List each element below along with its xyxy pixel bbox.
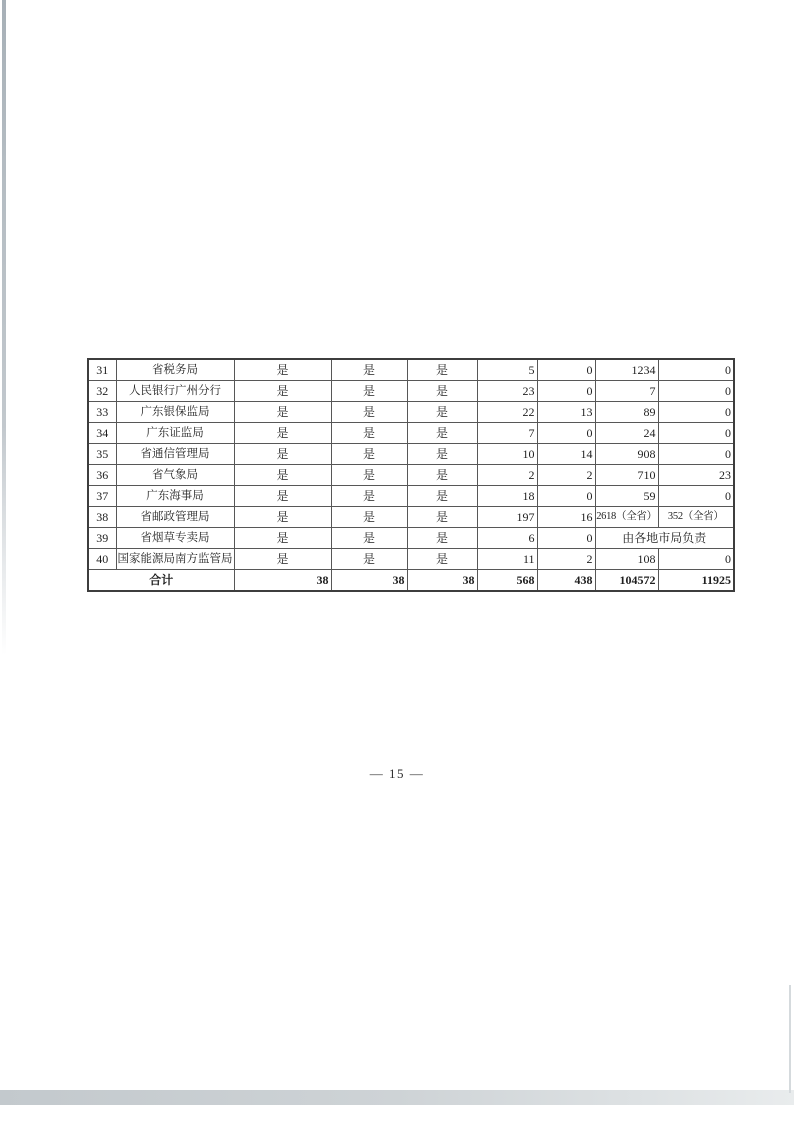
value-cell: 7 xyxy=(595,381,658,402)
value-cell: 710 xyxy=(595,465,658,486)
value-cell: 352（全省） xyxy=(658,507,734,528)
value-cell: 0 xyxy=(658,402,734,423)
yes-cell: 是 xyxy=(407,359,477,381)
yes-cell: 是 xyxy=(331,423,407,444)
org-name-cell: 省税务局 xyxy=(116,359,234,381)
yes-cell: 是 xyxy=(234,528,331,549)
org-name-cell: 省气象局 xyxy=(116,465,234,486)
yes-cell: 是 xyxy=(234,549,331,570)
yes-cell: 是 xyxy=(407,402,477,423)
value-cell: 0 xyxy=(537,381,595,402)
table-total-row xyxy=(88,570,734,592)
value-cell: 59 xyxy=(595,486,658,507)
total-value-cell: 568 xyxy=(477,570,537,592)
table-row xyxy=(88,444,734,465)
yes-cell: 是 xyxy=(234,444,331,465)
org-name-cell: 省通信管理局 xyxy=(116,444,234,465)
row-no-cell: 39 xyxy=(88,528,116,549)
value-cell: 0 xyxy=(537,423,595,444)
value-cell: 0 xyxy=(658,359,734,381)
yes-cell: 是 xyxy=(234,465,331,486)
org-name-cell: 广东银保监局 xyxy=(116,402,234,423)
yes-cell: 是 xyxy=(407,507,477,528)
row-no-cell: 34 xyxy=(88,423,116,444)
yes-cell: 是 xyxy=(331,528,407,549)
org-name-cell: 人民银行广州分行 xyxy=(116,381,234,402)
yes-cell: 是 xyxy=(331,549,407,570)
total-value-cell: 38 xyxy=(234,570,331,592)
value-cell: 108 xyxy=(595,549,658,570)
total-value-cell: 438 xyxy=(537,570,595,592)
value-cell: 5 xyxy=(477,359,537,381)
yes-cell: 是 xyxy=(331,359,407,381)
org-name-cell: 广东证监局 xyxy=(116,423,234,444)
row-no-cell: 37 xyxy=(88,486,116,507)
value-cell: 7 xyxy=(477,423,537,444)
yes-cell: 是 xyxy=(331,507,407,528)
table-row xyxy=(88,465,734,486)
value-cell: 0 xyxy=(658,549,734,570)
yes-cell: 是 xyxy=(234,359,331,381)
row-no-cell: 40 xyxy=(88,549,116,570)
yes-cell: 是 xyxy=(331,444,407,465)
yes-cell: 是 xyxy=(331,402,407,423)
yes-cell: 是 xyxy=(234,486,331,507)
value-cell: 23 xyxy=(658,465,734,486)
yes-cell: 是 xyxy=(407,423,477,444)
org-name-cell: 广东海事局 xyxy=(116,486,234,507)
value-cell: 2618（全省） xyxy=(595,507,658,528)
yes-cell: 是 xyxy=(234,402,331,423)
yes-cell: 是 xyxy=(407,444,477,465)
value-cell: 18 xyxy=(477,486,537,507)
total-value-cell: 38 xyxy=(407,570,477,592)
value-cell: 22 xyxy=(477,402,537,423)
value-cell: 2 xyxy=(477,465,537,486)
table-body xyxy=(88,359,734,591)
page-number: — 15 — xyxy=(369,766,425,781)
table-row xyxy=(88,528,734,549)
yes-cell: 是 xyxy=(331,486,407,507)
row-no-cell: 35 xyxy=(88,444,116,465)
org-name-cell: 省邮政管理局 xyxy=(116,507,234,528)
value-cell: 89 xyxy=(595,402,658,423)
value-cell: 13 xyxy=(537,402,595,423)
table-row xyxy=(88,359,734,381)
yes-cell: 是 xyxy=(407,465,477,486)
total-label-cell: 合计 xyxy=(88,570,234,592)
yes-cell: 是 xyxy=(234,381,331,402)
value-cell: 0 xyxy=(658,486,734,507)
value-cell: 24 xyxy=(595,423,658,444)
scan-edge-bottom-artifact xyxy=(0,1090,794,1105)
value-cell: 0 xyxy=(537,528,595,549)
value-cell: 23 xyxy=(477,381,537,402)
yes-cell: 是 xyxy=(234,423,331,444)
yes-cell: 是 xyxy=(407,528,477,549)
org-name-cell: 省烟草专卖局 xyxy=(116,528,234,549)
value-cell: 10 xyxy=(477,444,537,465)
row-no-cell: 32 xyxy=(88,381,116,402)
yes-cell: 是 xyxy=(407,381,477,402)
value-cell: 11 xyxy=(477,549,537,570)
merged-note-cell: 由各地市局负责 xyxy=(595,528,734,549)
value-cell: 16 xyxy=(537,507,595,528)
total-value-cell: 104572 xyxy=(595,570,658,592)
statistics-table-continued xyxy=(87,358,735,592)
value-cell: 14 xyxy=(537,444,595,465)
value-cell: 1234 xyxy=(595,359,658,381)
value-cell: 0 xyxy=(537,359,595,381)
yes-cell: 是 xyxy=(331,381,407,402)
scan-edge-left-artifact xyxy=(2,0,6,655)
table-row xyxy=(88,507,734,528)
row-no-cell: 38 xyxy=(88,507,116,528)
yes-cell: 是 xyxy=(234,507,331,528)
yes-cell: 是 xyxy=(407,549,477,570)
total-value-cell: 38 xyxy=(331,570,407,592)
yes-cell: 是 xyxy=(331,465,407,486)
row-no-cell: 31 xyxy=(88,359,116,381)
row-no-cell: 36 xyxy=(88,465,116,486)
value-cell: 6 xyxy=(477,528,537,549)
value-cell: 2 xyxy=(537,549,595,570)
value-cell: 0 xyxy=(537,486,595,507)
value-cell: 0 xyxy=(658,381,734,402)
value-cell: 2 xyxy=(537,465,595,486)
scan-edge-right-artifact xyxy=(789,985,791,1093)
yes-cell: 是 xyxy=(407,486,477,507)
value-cell: 908 xyxy=(595,444,658,465)
total-value-cell: 11925 xyxy=(658,570,734,592)
row-no-cell: 33 xyxy=(88,402,116,423)
table-row xyxy=(88,486,734,507)
table-row xyxy=(88,549,734,570)
table-row xyxy=(88,423,734,444)
value-cell: 0 xyxy=(658,444,734,465)
table-row xyxy=(88,402,734,423)
table-row xyxy=(88,381,734,402)
org-name-cell: 国家能源局南方监管局 xyxy=(116,549,234,570)
value-cell: 197 xyxy=(477,507,537,528)
value-cell: 0 xyxy=(658,423,734,444)
data-table xyxy=(87,358,735,592)
